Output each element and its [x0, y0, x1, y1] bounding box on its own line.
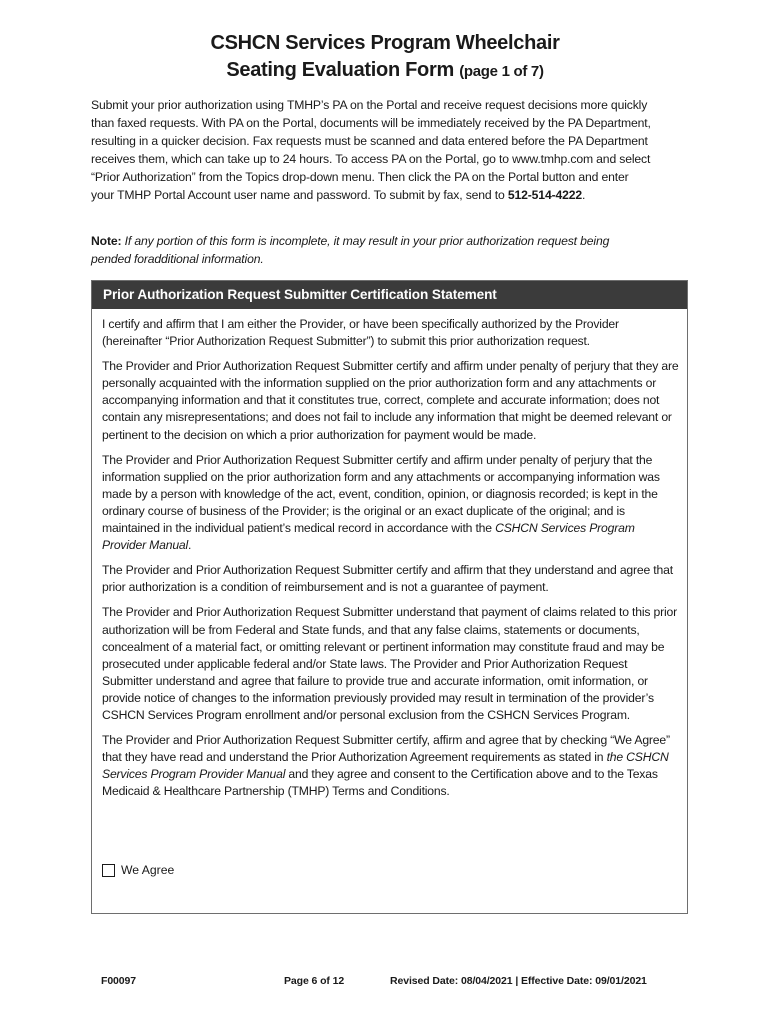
note-text: If any portion of this form is incomplete, it may result in your prior authorization request being pended foradditional information [91, 234, 610, 266]
intro-paragraph [91, 97, 651, 204]
cert-paragraph-1: I certify and affirm that I am either the Provider, or have been specifically authorized by the Provider (hereinafter “Prior Authorization Request Submitter”) to submit this prior authorization request. [102, 317, 619, 349]
we-agree-checkbox[interactable] [102, 864, 115, 877]
certification-body [92, 309, 687, 800]
we-agree-option[interactable] [102, 863, 174, 877]
cert-paragraph-3-end: . [188, 538, 192, 553]
certification-section [91, 280, 688, 914]
title-line-1: CSHCN Services Program Wheelchair [210, 32, 560, 54]
fax-number: 512-514-4222 [507, 187, 582, 202]
provider-manual-reference-2: the CSHCN Services Program Provider Manual [102, 750, 669, 782]
cert-paragraph-3-text: The Provider and Prior Authorization Request Submitter certify and affirm under penalty of perjury that the information supplied on the prior authorization form and any attachments or accompanying information was made by a person with knowledge of the act, event, condition, opinion, or diagnosis recorded; is kept in the ordinary course of business of the Provider; is the original or an exact duplicate of the original; and is maintained in the individual patient’s medical record in accordance with the [102, 452, 660, 536]
we-agree-label: We Agree [121, 863, 175, 877]
cert-paragraph-6-text: The Provider and Prior Authorization Request Submitter certify, affirm and agree that by checking “We Agree” that they have read and understand the Prior Authorization Agreement requirements as stated in [102, 733, 670, 765]
cert-paragraph-6 [102, 732, 679, 800]
footer-form-number: F00097 [101, 975, 137, 987]
footer-dates: Revised Date: 08/04/2021 | Effective Date: 09/01/2021 [390, 975, 647, 987]
footer-page-number: Page 6 of 12 [284, 975, 345, 987]
page-indicator: (page 1 of 7) [459, 63, 544, 80]
provider-manual-reference: CSHCN Services Program Provider Manual [102, 521, 635, 553]
intro-text: Submit your prior authorization using TMHP’s PA on the Portal and receive request decisions more quickly than faxed requests. With PA on the Portal, documents will be immediately received by the PA Department, resulting in a quicker decision. Fax requests must be scanned and data entered before the PA Department receives them, which can take up to 24 hours. To access PA on the Portal, go to www.tmhp.com and select “Prior Authorization” from the Topics drop-down menu. Then click the PA on the Portal button and enter your TMHP Portal Account user name and password. To submit by fax, send to [91, 98, 651, 202]
cert-paragraph-3 [102, 452, 679, 555]
cert-paragraph-6-end: and they agree and consent to the Certification above and to the Texas Medicaid & Healthcare Partnership (TMHP) Terms and Conditions. [102, 767, 658, 799]
cert-paragraph-5: The Provider and Prior Authorization Request Submitter understand that payment of claims related to this prior authorization will be from Federal and State funds, and that any false claims, statements or documents, concealment of a material fact, or omitting relevant or pertinent information may constitute fraud and may be prosecuted under applicable federal and/or State laws. The Provider and Prior Authorization Request Submitter understand and agree that failure to provide true and accurate information, omit information, or provide notice of changes to the information previously provided may result in termination of the provider’s CSHCN Services Program enrollment and/or personal exclusion from the CSHCN Services Program. [102, 605, 677, 722]
note-label: Note: [91, 234, 122, 248]
cert-paragraph-2: The Provider and Prior Authorization Request Submitter certify and affirm under penalty of perjury that they are personally acquainted with the information supplied on the prior authorization form and any attachments or accompanying information and that it constitutes true, correct, complete and accurate information; does not contain any misrepresentations; and does not fail to include any information that might be deemed relevant or pertinent to the decision on which a prior authorization for payment would be made. [102, 359, 679, 442]
title-line-2 [0, 57, 770, 85]
cert-paragraph-4: The Provider and Prior Authorization Request Submitter certify and affirm that they understand and agree that prior authorization is a condition of reimbursement and is not a guarantee of payment. [102, 563, 673, 595]
note-end: . [260, 251, 264, 266]
certification-heading: Prior Authorization Request Submitter Certification Statement [92, 281, 687, 309]
title-form-name: Seating Evaluation Form [226, 59, 454, 81]
intro-end: . [582, 187, 586, 202]
note-paragraph [91, 233, 651, 268]
form-title [0, 30, 770, 85]
